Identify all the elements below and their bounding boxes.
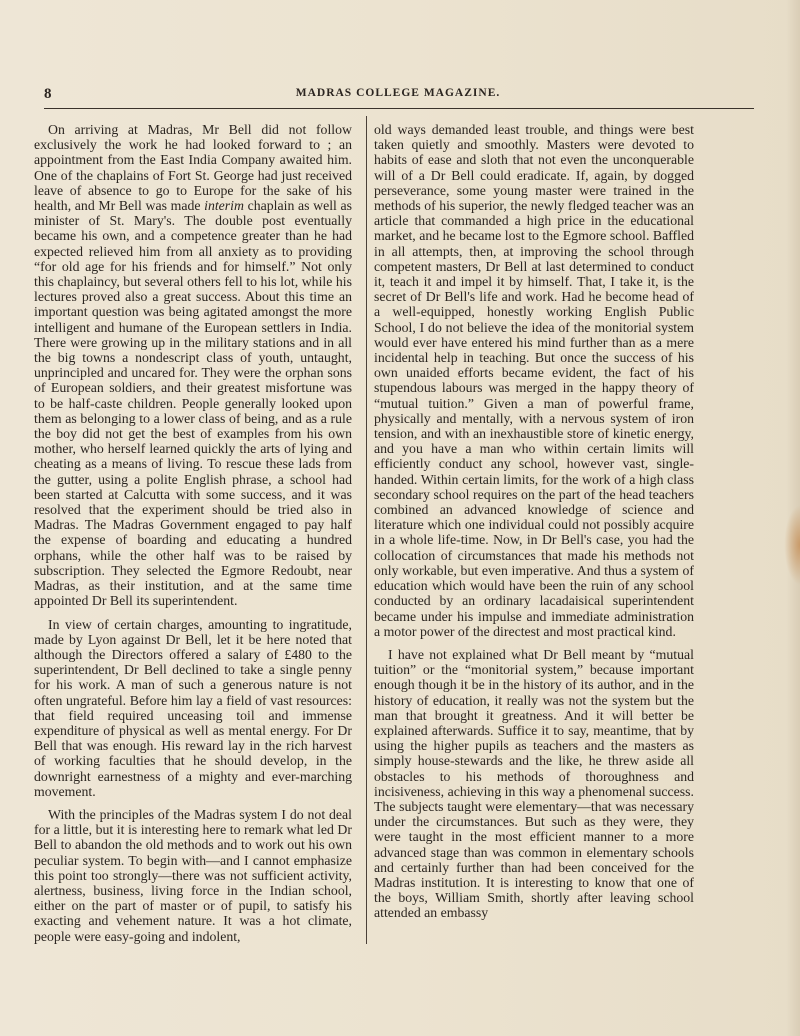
- left-column: [34, 122, 352, 952]
- italic-word: interim: [204, 198, 244, 214]
- running-title: MADRAS COLLEGE MAGAZINE.: [295, 87, 501, 99]
- right-column: [374, 122, 694, 952]
- header-rule: [44, 108, 754, 109]
- page-header: [44, 86, 752, 106]
- paragraph: With the principles of the Madras system I do not deal for a little, but it is interesting here to remark what led Dr Bell to abandon the old methods and to work out his own peculiar system. To begin with—and I cannot emphasize this point too strongly—there was not sufficient activity, alertness, business, living force in the Indian school, either on the part of master or of pupil, to satisfy his exacting and vehement nature. It was a hot climate, people were easy-going and indolent,: [34, 806, 352, 944]
- paper-stain: [784, 505, 800, 585]
- paragraph: old ways demanded least trouble, and things were best taken quietly and smoothly. Masters were devoted to habits of ease and sloth that not even the unconquerable will of a Dr Bell could eradicate. If, again, by dogged perseverance, some young master were trained in the methods of his superior, the newly fledged teacher was an article that commanded a high price in the educational market, and he became lost to the Egmore school. Baffled in all attempts, then, at improving the school through competent masters, Dr Bell at last determined to conduct it, teach it and impel it by himself. That, I take it, is the secret of Dr Bell's life and work. Had he become head of a well-equipped, honestly working English Public School, I do not believe the idea of the monitorial system would ever have entered his mind further than as a mere incidental help in teaching. But once the success of his own unaided efforts became evident, the fact of his stupendous labours was merged in the happy theory of “mutual tuition.” Given a man of powerful frame, physically and mentally, with a nervous system of iron tension, and with an inexhaustible store of kinetic energy, and you have a man who within certain limits will efficiently conduct any school, however vast, single-handed. Within certain limits, for the work of a high class secondary school requires on the part of the head teachers combined an advanced knowledge of science and literature which one individual could not possibly acquire in a whole life-time. Now, in Dr Bell's case, you had the collocation of circumstances that made his methods not only workable, but even imperative. And thus a system of education which would have been the ruin of any school conducted by an ordinary lacadaisical superintendent became under his impulse and immediate administration a motor power of the directest and most practical kind.: [374, 122, 694, 639]
- paragraph: [34, 122, 352, 609]
- paragraph: In view of certain charges, amounting to ingratitude, made by Lyon against Dr Bell, let it be here noted that although the Directors offered a salary of £480 to the superintendent, Dr Bell declined to take a single penny for his work. A man of such a generous nature is not often ungrateful. Before him lay a field of vast resources: that field required unceasing toil and immense expenditure of physical as well as mental energy. For Dr Bell that was enough. His reward lay in the rich harvest of working faculties that he should develop, in the downright earnestness of a mighty and ever-marching movement.: [34, 616, 352, 799]
- paragraph-text: chaplain as well as minister of St. Mary's. The double post eventually became his own, and a competence greater than he had expected relieved him from all anxiety as to providing “for old age for his friends and for himself.” Not only this chaplaincy, but several others fell to his lot, while his lectures proved also a great success. About this time an important question was being agitated amongst the more intelligent and humane of the European settlers in India. There were growing up in the military stations and in all the big towns a nondescript class of youth, untaught, unprincipled and uncared for. They were the orphan sons of European soldiers, and their greatest misfortune was to be half-caste children. People generally looked upon them as belonging to a lower class of being, and as a rule the boy did not get the best of examples from his own mother, who herself learned quickly the arts of lying and cheating as a means of living. To rescue these lads from the gutter, using a polite English phrase, a school had been started at Calcutta with some success, and it was resolved that the experiment should be tried also in Madras. The Madras Government engaged to pay half the expense of boarding and educating a hundred orphans, while the other half was to be raised by subscription. They selected the Egmore Redoubt, near Madras, as their institution, and at the same time appointed Dr Bell its superintendent.: [34, 198, 352, 609]
- page-number: 8: [44, 86, 52, 102]
- paragraph-text: On arriving at Madras, Mr Bell did not follow exclusively the work he had looked forward to ; an appointment from the East India Company awaited him. One of the chaplains of Fort St. George had just received leave of absence to go to Europe for the sake of his health, and Mr Bell was made: [34, 122, 352, 214]
- paragraph: I have not explained what Dr Bell meant by “mutual tuition” or the “monitorial system,” because important enough though it be in the history of its author, and in the history of education, it really was not the system but the man that brought it greatness. And it will better be explained afterwards. Suffice it to say, meantime, that by using the higher pupils as teachers and the masters as simply house-stewards and the like, he threw aside all obstacles to his methods of thoroughness and incisiveness, achieving in this way a phenomenal success. The subjects taught were elementary—that was necessary under the circumstances. But such as they were, they were taught in the most efficient manner to a more advanced stage than was common in elementary schools and certainly further than had been conceived for the Madras institution. It is interesting to know that one of the boys, William Smith, shortly after leaving school attended an embassy: [374, 646, 694, 921]
- column-divider: [366, 116, 367, 944]
